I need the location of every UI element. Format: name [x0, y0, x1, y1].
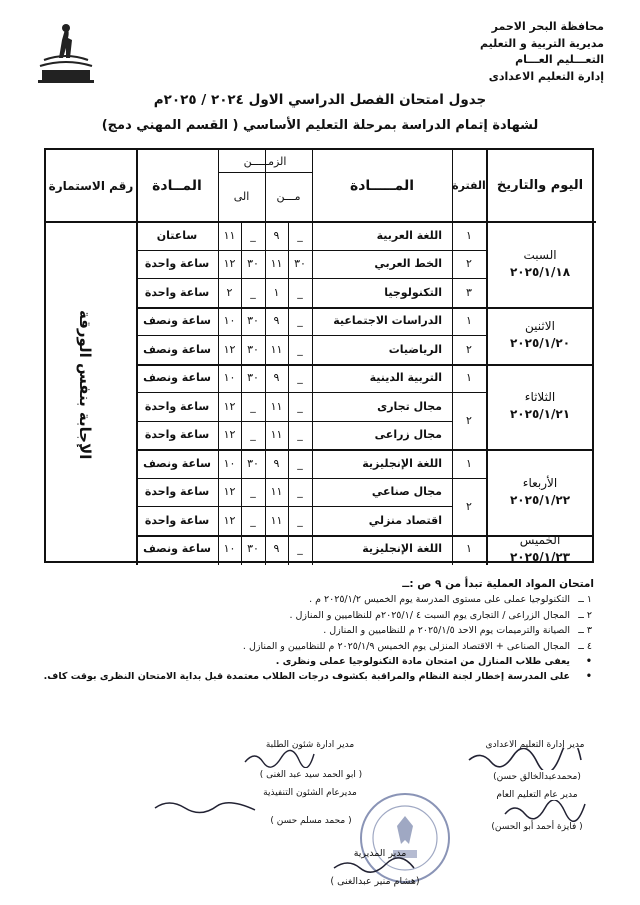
to-hour: ١٠ [223, 371, 236, 385]
from-hour: ١١ [270, 513, 283, 527]
day-name: الاثنين [525, 319, 555, 333]
exam-duration: ساعة ونصف [143, 542, 211, 556]
period-number: ٢ [466, 414, 472, 427]
header-to: الى [233, 190, 250, 203]
from-minutes: _ [297, 542, 303, 556]
to-minutes: ٣٠ [247, 456, 259, 470]
day-date-cell [486, 449, 594, 535]
from-minutes: ٣٠ [294, 257, 306, 271]
header-form-number: رقم الاستمارة [48, 178, 134, 193]
to-minutes: ٣٠ [247, 257, 259, 271]
to-hour: ١٢ [223, 485, 236, 499]
day-name: الأربعاء [522, 475, 558, 490]
signature-title-prep: مدير إدارة التعليم الاعدادى [485, 740, 585, 750]
to-minutes: _ [250, 399, 256, 413]
to-minutes: ٣٠ [247, 542, 259, 556]
subject-name: الخط العربي [374, 257, 442, 271]
note-item: ٢ ــ المجال الزراعى / التجارى يوم السبت ٤ /٢٠٢٥/١م للنظاميين و المنازل . [289, 609, 592, 621]
from-hour: ١١ [270, 428, 283, 442]
to-hour: ١١ [223, 228, 236, 242]
day-name: السبت [523, 247, 557, 262]
to-hour: ١٢ [223, 257, 236, 271]
signature-scribble-icon [500, 800, 590, 822]
from-minutes: _ [297, 456, 303, 470]
from-hour: ١١ [270, 342, 283, 356]
exam-duration: ساعتان [156, 228, 198, 242]
period-number: ١ [466, 314, 472, 328]
period-number: ١ [466, 542, 472, 556]
to-minutes: ٣٠ [247, 342, 259, 356]
subject-name: اللغة الإنجليزية [362, 542, 442, 556]
subject-name: اقتصاد منزلي [368, 513, 442, 527]
note-item: ١ ــ التكنولوجيا عملى على مستوى المدرسة يوم الخميس ٢٠٢٥/١/٢ م . [309, 594, 592, 606]
to-minutes: _ [250, 513, 256, 527]
to-minutes: ٣٠ [247, 314, 259, 328]
to-hour: ١٠ [223, 456, 236, 470]
to-hour: ٢ [226, 285, 233, 299]
to-hour: ١٠ [223, 314, 236, 328]
day-date: ٢٠٢٥/١/٢٣ [509, 549, 571, 564]
day-date: ٢٠٢٥/١/٢١ [509, 407, 571, 422]
exam-duration: ساعة ونصف [143, 342, 211, 356]
exam-duration: ساعة ونصف [143, 371, 211, 385]
notes-intro: امتحان المواد العملية تبدأ من ٩ ص :ــ [402, 578, 594, 590]
header-period: الفترة [452, 179, 486, 192]
to-minutes: _ [250, 485, 256, 499]
from-minutes: _ [297, 314, 303, 328]
signature-scribble-icon [465, 748, 585, 770]
day-name: الثلاثاء [524, 390, 556, 405]
period-number: ١ [466, 228, 472, 242]
note-item: • يعفى طلاب المنازل من امتحان مادة التكنولوجيا عملى ونظرى . [275, 656, 592, 668]
from-minutes: _ [297, 342, 303, 356]
from-hour: ٩ [273, 371, 280, 385]
day-date: ٢٠٢٥/١/٢٢ [509, 492, 571, 507]
exam-duration: ساعة ونصف [143, 314, 211, 328]
signature-title-general: مدير عام التعليم العام [496, 790, 578, 800]
same-paper-note: الإجابة بنفس الورقة [76, 310, 94, 460]
subject-name: مجال صناعي [371, 485, 442, 499]
day-date-cell [486, 532, 594, 564]
period-number: ٣ [466, 285, 472, 299]
exam-duration: ساعة واحدة [144, 485, 210, 499]
period-number: ٢ [466, 499, 472, 513]
day-date-cell [486, 364, 594, 450]
signature-name-general: ( فايزة أحمد أبو الحسن) [491, 822, 583, 832]
signature-name-prep: (محمدعبدالخالق حسن) [493, 772, 581, 782]
exam-schedule-table [44, 148, 594, 563]
from-hour: ١ [273, 285, 280, 299]
exam-duration: ساعة واحدة [144, 257, 210, 271]
day-date: ٢٠٢٥/١/١٨ [509, 264, 571, 279]
header-time: الزمـــــن [243, 154, 287, 168]
subject-name: التربية الدينية [369, 371, 442, 385]
signature-title-director: مدير المديرية [353, 848, 407, 859]
signature-scribble-icon [240, 748, 320, 768]
from-hour: ٩ [273, 456, 280, 470]
from-hour: ١١ [270, 485, 283, 499]
from-minutes: _ [297, 513, 303, 527]
to-hour: ١٢ [223, 342, 236, 356]
notes-section [34, 577, 594, 685]
from-minutes: _ [297, 285, 303, 299]
day-date-cell [486, 307, 594, 364]
from-hour: ١١ [270, 399, 283, 413]
header-line-1: محافظة البحر الاحمر [491, 20, 604, 33]
from-minutes: _ [297, 399, 303, 413]
exam-duration: ساعة واحدة [144, 399, 210, 413]
from-minutes: _ [297, 485, 303, 499]
period-number: ٢ [466, 257, 472, 271]
from-hour: ٩ [273, 228, 280, 242]
from-hour: ٩ [273, 314, 280, 328]
subject-name: الدراسات الاجتماعية [333, 314, 442, 328]
note-item: • على المدرسة إخطار لجنة النظام والمراقبة بكشوف درجات الطلاب معتمدة قبل بداية الامتحان النظرى بوقت كاف. [43, 671, 592, 683]
subject-name: التكنولوجيا [384, 285, 442, 299]
header-line-2: مديرية التربية و التعليم [480, 37, 604, 50]
subject-name: اللغة العربية [376, 228, 442, 242]
header-line-3: التعـــليم العـــام [515, 53, 604, 66]
to-minutes: ٣٠ [247, 371, 259, 385]
signature-title-student-affairs: مدير ادارة شئون الطلبة [265, 740, 355, 750]
day-name: الخميس [519, 532, 561, 547]
day-date: ٢٠٢٥/١/٢٠ [509, 336, 571, 350]
to-minutes: _ [250, 428, 256, 442]
note-item: ٣ ــ الصيانة والترميمات يوم الاحد ٢٠٢٥/١/٥ م للنظاميين و المنازل . [323, 625, 592, 637]
signature-name-student-affairs: ( ابو الحمد سيد عبد الغنى ) [259, 770, 363, 780]
exam-duration: ساعة واحدة [144, 428, 210, 442]
from-minutes: _ [297, 428, 303, 442]
signature-name-exec: ( محمد مسلم حسن ) [270, 816, 352, 826]
from-hour: ٩ [273, 542, 280, 556]
note-item: ٤ ــ المجال الصناعى + الاقتصاد المنزلى يوم الخميس ٢٠٢٥/١/٩ م للنظاميين و المنازل . [242, 640, 592, 652]
to-hour: ١٢ [223, 399, 236, 413]
day-date-cell [486, 221, 594, 307]
header-day-date: اليوم والتاريخ [496, 178, 584, 193]
to-minutes: _ [250, 285, 256, 299]
schedule-title: جدول امتحان الفصل الدراسي الاول ٢٠٢٤ / ٢٠٢٥م [153, 92, 487, 108]
header-line-4: إدارة التعليم الاعدادى [488, 70, 604, 83]
header-from: مـــن [276, 190, 301, 203]
signature-scribble-icon [330, 856, 420, 876]
to-minutes: _ [250, 228, 256, 242]
to-hour: ١٢ [223, 513, 236, 527]
period-number: ١ [466, 371, 472, 385]
header-subject-2: المــادة [152, 177, 202, 194]
subject-name: اللغة الإنجليزية [362, 456, 442, 470]
from-minutes: _ [297, 228, 303, 242]
ministry-logo-icon [30, 20, 102, 86]
signature-name-director: (هشام منير عبدالغنى ) [330, 876, 420, 887]
subject-name: مجال زراعى [374, 428, 442, 442]
from-hour: ١١ [270, 257, 283, 271]
from-minutes: _ [297, 371, 303, 385]
subject-name: الرياضيات [388, 342, 442, 356]
period-number: ١ [466, 456, 472, 470]
period-number: ٢ [466, 342, 472, 356]
to-hour: ١٢ [223, 428, 236, 442]
header-subject: المـــــادة [349, 177, 415, 194]
exam-duration: ساعة واحدة [144, 513, 210, 527]
to-hour: ١٠ [223, 542, 236, 556]
schedule-subtitle: لشهادة إتمام الدراسة بمرحلة التعليم الأساسي ( القسم المهني دمج) [101, 118, 539, 133]
subject-name: مجال تجارى [377, 399, 442, 413]
exam-duration: ساعة ونصف [143, 456, 211, 470]
signature-title-exec: مديرعام الشئون التنفيذية [263, 788, 357, 798]
exam-duration: ساعة واحدة [144, 285, 210, 299]
